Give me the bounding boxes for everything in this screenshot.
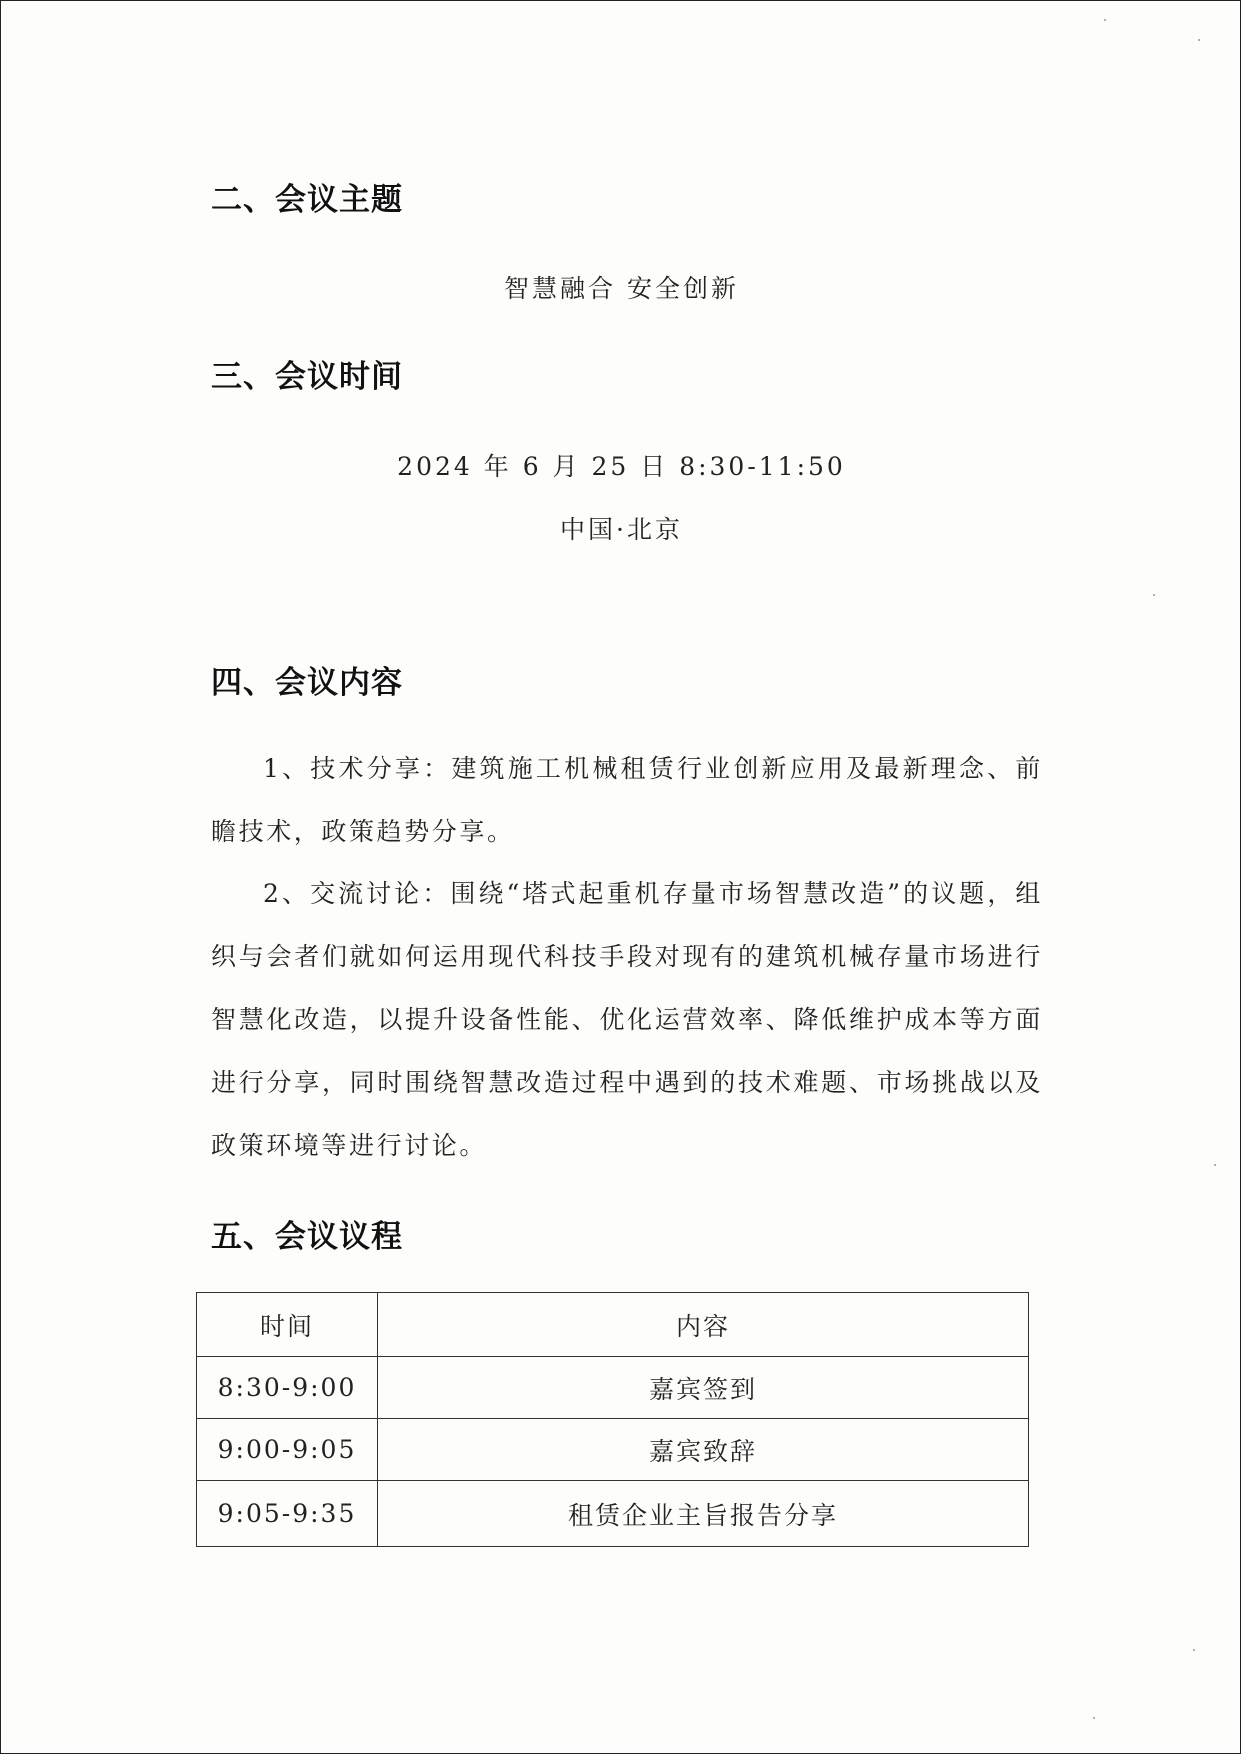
scan-speck	[1104, 19, 1106, 21]
scan-speck	[1198, 39, 1200, 41]
content-heading: 四、会议内容	[211, 665, 403, 701]
agenda-content-cell: 租赁企业主旨报告分享	[378, 1481, 1029, 1547]
agenda-time-cell: 9:05-9:35	[197, 1481, 378, 1547]
table-row	[197, 1481, 1029, 1547]
agenda-header-row	[197, 1293, 1029, 1357]
meeting-datetime: 2024 年 6 月 25 日 8:30-11:50	[397, 452, 846, 481]
scan-speck	[1093, 1717, 1095, 1719]
agenda-col-time: 时间	[197, 1293, 378, 1357]
scan-speck	[1193, 1649, 1195, 1651]
content-paragraph-1: 1、技术分享：建筑施工机械租赁行业创新应用及最新理念、前瞻技术，政策趋势分享。	[211, 754, 1043, 846]
agenda-content-cell: 嘉宾签到	[378, 1357, 1029, 1419]
theme-heading: 二、会议主题	[211, 182, 403, 218]
theme-content: 智慧融合 安全创新	[504, 274, 739, 303]
scan-speck	[1214, 1164, 1216, 1166]
table-row	[197, 1419, 1029, 1481]
meeting-location: 中国·北京	[560, 515, 683, 544]
agenda-col-content: 内容	[378, 1293, 1029, 1357]
agenda-table	[196, 1292, 1029, 1547]
agenda-heading: 五、会议议程	[211, 1219, 403, 1255]
agenda-time-cell: 9:00-9:05	[197, 1419, 378, 1481]
agenda-time-cell: 8:30-9:00	[197, 1357, 378, 1419]
time-heading: 三、会议时间	[211, 359, 403, 395]
table-row	[197, 1357, 1029, 1419]
agenda-content-cell: 嘉宾致辞	[378, 1419, 1029, 1481]
scan-speck	[1153, 594, 1155, 596]
content-paragraph-2: 2、交流讨论：围绕“塔式起重机存量市场智慧改造”的议题，组织与会者们就如何运用现代科技手段对现有的建筑机械存量市场进行智慧化改造，以提升设备性能、优化运营效率、降低维护成本等方面进行分享，同时围绕智慧改造过程中遇到的技术难题、市场挑战以及政策环境等进行讨论。	[211, 879, 1043, 1160]
